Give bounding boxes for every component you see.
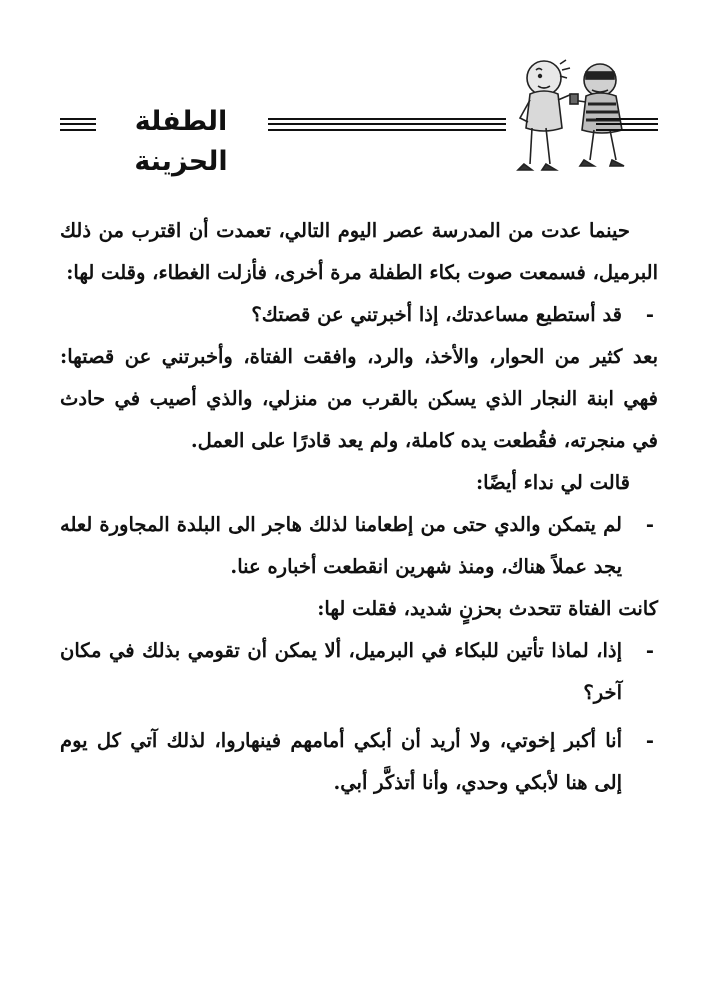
dash-marker: - bbox=[645, 513, 654, 536]
dialogue-text: لم يتمكن والدي حتى من إطعامنا لذلك هاجر الى البلدة المجاورة لعله يجد عملاً هناك، ومنذ شهرين انقطعت أخباره عنا. bbox=[60, 513, 622, 578]
dialogue-line-3 bbox=[60, 630, 658, 714]
chapter-header bbox=[0, 40, 720, 190]
paragraph-1: حينما عدت من المدرسة عصر اليوم التالي، تعمدت أن اقترب من ذلك البرميل، فسمعت صوت بكاء الطفلة مرة أخرى، فأزلت الغطاء، وقلت لها: bbox=[60, 219, 658, 284]
decorative-rule-middle bbox=[268, 118, 506, 131]
decorative-rule-left bbox=[60, 118, 96, 131]
paragraph-4: كانت الفتاة تتحدث بحزنٍ شديد، فقلت لها: bbox=[317, 597, 658, 620]
decorative-rule-right bbox=[596, 118, 658, 131]
dialogue-line-2 bbox=[60, 504, 658, 588]
dialogue-text: إذا، لماذا تأتين للبكاء في البرميل، ألا يمكن أن تقومي بذلك في مكان آخر؟ bbox=[60, 639, 622, 704]
chapter-title: الطفلة الحزينة bbox=[134, 106, 228, 177]
paragraph-2: بعد كثير من الحوار، والأخذ، والرد، وافقت الفتاة، وأخبرتني عن قصتها: فهي ابنة النجار الذي يسكن بالقرب من منزلي، والذي أصيب في حادث في منجرته، فقُطعت يده كاملة، ولم يعد قادرًا على العمل. bbox=[60, 345, 658, 452]
paragraph-3: قالت لي نداء أيضًا: bbox=[475, 471, 630, 494]
dash-marker: - bbox=[645, 303, 654, 326]
story-body bbox=[60, 210, 658, 804]
dialogue-line-1 bbox=[60, 294, 658, 336]
dialogue-line-4 bbox=[60, 720, 658, 804]
dash-marker: - bbox=[645, 639, 654, 662]
dialogue-text: أنا أكبر إخوتي، ولا أريد أن أبكي أمامهم فينهاروا، لذلك آتي كل يوم إلى هنا لأبكي وحدي، وأنا أتذكَّر أبي. bbox=[60, 729, 622, 794]
dialogue-text: قد أستطيع مساعدتك، إذا أخبرتني عن قصتك؟ bbox=[251, 303, 622, 326]
dash-marker: - bbox=[645, 729, 654, 752]
